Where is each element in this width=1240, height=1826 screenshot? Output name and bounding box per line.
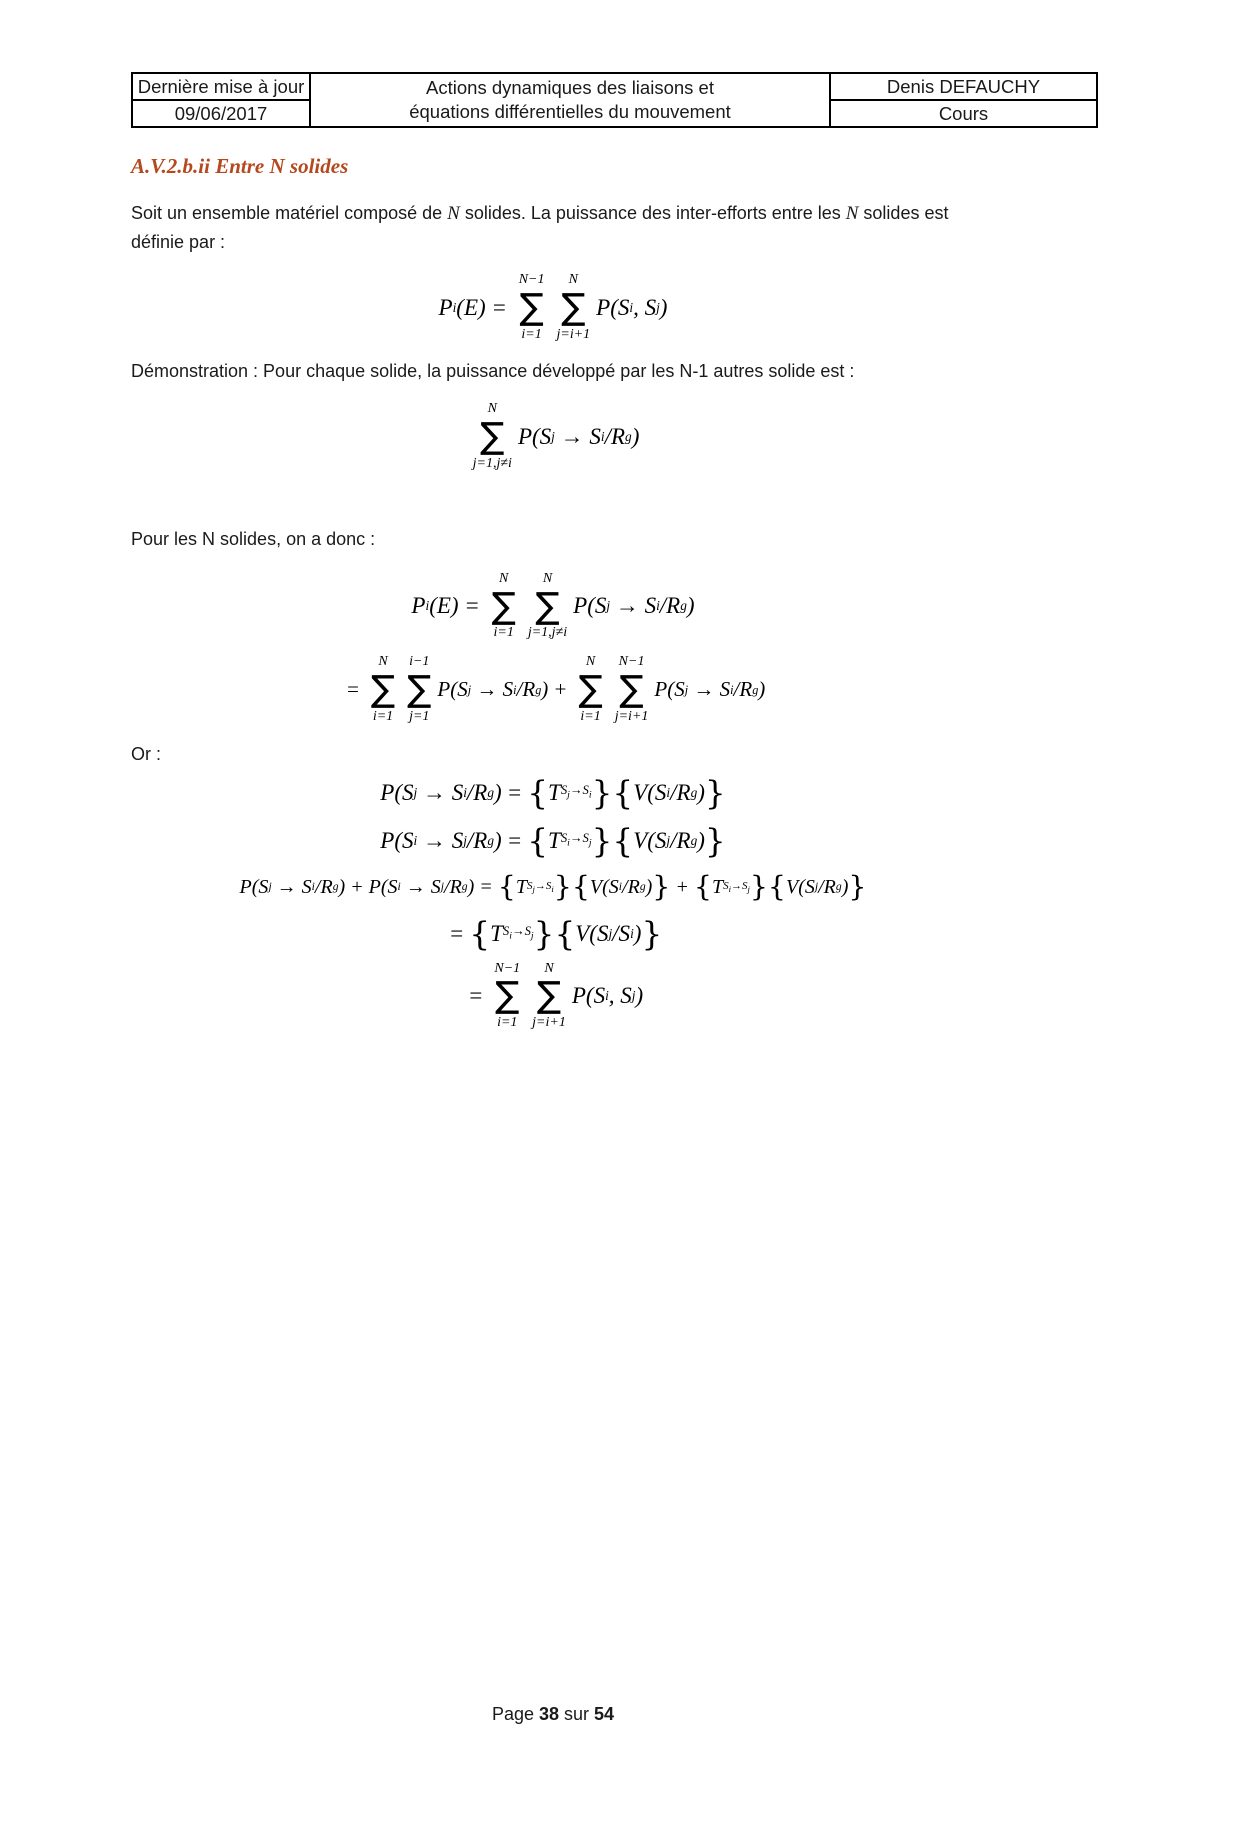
math-token: /R	[659, 593, 681, 619]
math-token: P(S	[380, 827, 414, 853]
math-token: (E) =	[456, 294, 513, 320]
math-token: P	[411, 593, 426, 619]
page-label: Page	[491, 1704, 539, 1724]
math-token: P(S	[654, 677, 685, 702]
summation-sign	[578, 654, 602, 725]
kinematic-letter: V	[575, 920, 590, 946]
summation-sign	[492, 571, 516, 642]
sum-lower-limit: j=1,j≠i	[527, 625, 568, 641]
summation-sign	[494, 961, 520, 1032]
math-token: (S	[602, 875, 619, 898]
doc-type-cell: Cours	[830, 100, 1097, 127]
sigma-icon: ∑	[495, 975, 520, 1017]
intro-paragraph	[131, 199, 1031, 256]
course-title-cell	[310, 73, 830, 127]
math-token: )	[631, 424, 640, 450]
math-token: P(S	[380, 779, 414, 805]
sigma-icon: ∑	[535, 585, 560, 627]
math-token: /S	[612, 920, 631, 946]
math-token: (S	[798, 875, 815, 898]
math-token: )	[659, 294, 668, 320]
formula-decomposition-sommes: = N ∑ i=1 i−1 ∑ j=1 P(S j → S i /R g ) + N ∑ i=1 N−1 ∑ j=i+1 P(S j → S i /R g )	[345, 654, 766, 724]
sum-upper-limit: N−1	[494, 960, 521, 976]
equals-sign: =	[467, 983, 484, 1009]
formula-torseur-vitesse-relative: = { T $S_i\to S_j$ } { V (S j /S i ) }	[448, 914, 663, 953]
math-token: )	[494, 779, 502, 805]
sum-upper-limit: N−1	[618, 654, 645, 670]
math-token: , S	[608, 983, 632, 1009]
math-token: P(S	[437, 677, 468, 702]
sum-upper-limit: N	[487, 401, 497, 417]
sum-lower-limit: i=1	[521, 326, 542, 342]
sum-lower-limit: j=1,j≠i	[472, 455, 512, 471]
header-table	[131, 72, 1098, 128]
summation-sign	[407, 654, 431, 725]
sum-upper-limit: N	[542, 570, 553, 586]
torsor-letter: T	[490, 920, 503, 946]
math-token: → S	[688, 677, 731, 702]
sum-upper-limit: N	[544, 960, 554, 976]
torsor-letter: T	[548, 779, 561, 805]
math-token: /R	[444, 875, 462, 898]
section-heading: A.V.2.b.ii Entre N solides	[131, 154, 349, 178]
math-token: )	[697, 827, 705, 853]
formula-puissance-autres-solides: N ∑ j=1,j≠i P(S j → S i /R g )	[472, 401, 640, 471]
torsor-subscript: $S_i\to S_j$	[502, 923, 534, 942]
sum-upper-limit: N	[568, 272, 578, 287]
sigma-icon: ∑	[407, 668, 432, 710]
sigma-icon: ∑	[491, 585, 516, 627]
torsor-letter: T	[515, 875, 527, 898]
summation-sign	[528, 571, 567, 642]
sum-upper-limit: N	[499, 570, 509, 586]
last-update-date-cell: 09/06/2017	[132, 100, 310, 127]
summation-sign	[473, 401, 512, 472]
math-token: )	[494, 827, 502, 853]
intro-text: solides. La puissance des inter-efforts entre les	[459, 203, 846, 223]
torsor-letter: T	[711, 875, 724, 898]
math-token: )	[697, 779, 705, 805]
equals-sign: =	[345, 677, 360, 702]
math-token: /R	[818, 875, 836, 898]
formula-puissance-torseur-j-vers-i: P(S j → S i /R g ) = { T $S_j\to S_i$ } { V (S i /R g ) }	[380, 773, 726, 812]
math-token: → S	[400, 875, 441, 898]
kinematic-letter: V	[633, 779, 648, 805]
equals-sign: =	[506, 827, 523, 853]
sum-lower-limit: j=i+1	[614, 708, 649, 724]
math-variable-N: N	[447, 203, 460, 224]
torsor-subscript: $S_j\to S_i$	[560, 782, 592, 801]
torsor-subscript: $S_j\to S_i$	[526, 879, 554, 894]
math-token: → S	[417, 827, 464, 853]
course-title-line1: Actions dynamiques des liaisons et	[426, 77, 714, 98]
math-token: (S	[647, 827, 667, 853]
formula-resultat-final: = N−1 ∑ i=1 N ∑ j=i+1 P(S i , S j )	[467, 960, 644, 1031]
math-token: P(S	[571, 983, 606, 1009]
math-token: P(S	[517, 424, 552, 450]
sum-lower-limit: i=1	[497, 1015, 518, 1031]
author-cell: Denis DEFAUCHY	[830, 73, 1097, 100]
math-token: → S	[554, 424, 601, 450]
sum-lower-limit: j=1	[409, 708, 430, 724]
math-token: )	[841, 875, 849, 898]
math-token: P(S	[368, 875, 398, 898]
plus-sign: +	[675, 875, 689, 898]
sigma-icon: ∑	[519, 286, 544, 328]
page-total: 54	[594, 1704, 615, 1724]
sigma-icon: ∑	[561, 286, 586, 328]
math-token: )	[645, 875, 653, 898]
math-token: → S	[471, 677, 514, 702]
math-token: /R	[516, 677, 536, 702]
kinematic-letter: V	[786, 875, 799, 898]
equals-sign: =	[506, 779, 523, 805]
math-token: → S	[271, 875, 312, 898]
page-sur-label: sur	[559, 1704, 595, 1724]
math-token: /R	[314, 875, 333, 898]
sigma-icon: ∑	[578, 668, 603, 710]
math-token: )	[635, 983, 644, 1009]
equals-sign: =	[479, 875, 493, 898]
sum-lower-limit: j=i+1	[556, 326, 591, 342]
math-token: (S	[647, 779, 667, 805]
math-token: P(S	[573, 593, 607, 619]
math-token: /R	[604, 424, 626, 450]
sum-upper-limit: N	[378, 654, 388, 670]
math-token: /R	[670, 827, 691, 853]
math-token: )	[338, 875, 346, 898]
math-token: /R	[466, 779, 488, 805]
intro-text: définie par :	[131, 232, 226, 252]
math-token: /R	[466, 827, 488, 853]
math-token: /R	[670, 779, 691, 805]
math-token: P(S	[596, 294, 630, 320]
formula-somme-puissances: P(S j → S i /R g ) + P(S i → S j /R g ) = { T $S_j\to S_i$ } { V (S i /R g ) } + { T $S_i\to S_j$ } { V (S j /R g ) }	[239, 870, 867, 904]
equals-sign: =	[448, 920, 465, 946]
torsor-subscript: $S_i\to S_j$	[560, 830, 592, 849]
math-token: → S	[417, 779, 464, 805]
sum-lower-limit: j=i+1	[532, 1015, 566, 1031]
torsor-subscript: $S_i\to S_j$	[723, 879, 750, 894]
kinematic-letter: V	[589, 875, 603, 898]
formula-puissance-n-solides: P i (E) = N ∑ i=1 N ∑ j=1,j≠i P(S j → S i /R g )	[411, 570, 695, 641]
plus-sign: +	[350, 875, 364, 898]
sum-upper-limit: N−1	[518, 272, 545, 287]
plus-sign: +	[553, 677, 568, 702]
sum-upper-limit: i−1	[409, 654, 430, 670]
math-token: )	[541, 677, 549, 702]
math-token: (S	[589, 920, 609, 946]
sigma-icon: ∑	[370, 668, 396, 710]
math-token: (E) =	[429, 593, 486, 619]
sigma-icon: ∑	[536, 975, 562, 1017]
sigma-icon: ∑	[619, 668, 644, 710]
course-title-line2: équations différentielles du mouvement	[409, 101, 731, 122]
math-token: )	[758, 677, 766, 702]
math-token: , S	[633, 294, 657, 320]
math-variable-N: N	[845, 203, 859, 224]
sum-lower-limit: i=1	[372, 708, 394, 724]
page-number: 38	[538, 1704, 560, 1724]
or-paragraph: Or :	[131, 743, 161, 764]
sigma-icon: ∑	[480, 416, 505, 458]
sum-lower-limit: i=1	[493, 625, 514, 641]
math-token: P	[438, 294, 453, 320]
kinematic-letter: V	[633, 827, 648, 853]
math-token: → S	[610, 593, 657, 619]
sum-lower-limit: i=1	[580, 708, 601, 724]
math-token: P(S	[239, 875, 269, 898]
math-token: /R	[733, 677, 753, 702]
pour-paragraph: Pour les N solides, on a donc :	[131, 528, 376, 549]
summation-sign	[371, 654, 395, 725]
formula-definition-inter-efforts: P i (E) = N−1 ∑ i=1 N ∑ j=i+1 P(S i , S j )	[438, 272, 668, 342]
summation-sign	[615, 654, 649, 725]
math-token: )	[633, 920, 642, 946]
summation-sign	[519, 272, 545, 343]
sum-upper-limit: N	[585, 654, 596, 670]
last-update-label-cell: Dernière mise à jour	[132, 73, 310, 100]
math-token: )	[467, 875, 475, 898]
math-token: )	[686, 593, 695, 619]
intro-text: solides est	[858, 203, 949, 223]
summation-sign	[532, 961, 566, 1032]
formula-puissance-torseur-i-vers-j: P(S i → S j /R g ) = { T $S_i\to S_j$ } { V (S j /R g ) }	[380, 821, 726, 860]
math-token: /R	[622, 875, 640, 898]
page-footer	[131, 1704, 975, 1725]
torsor-letter: T	[548, 827, 561, 853]
demonstration-paragraph: Démonstration : Pour chaque solide, la puissance développé par les N-1 autres solide est :	[131, 361, 855, 382]
summation-sign	[556, 272, 590, 343]
intro-text: Soit un ensemble matériel composé de	[131, 203, 448, 223]
